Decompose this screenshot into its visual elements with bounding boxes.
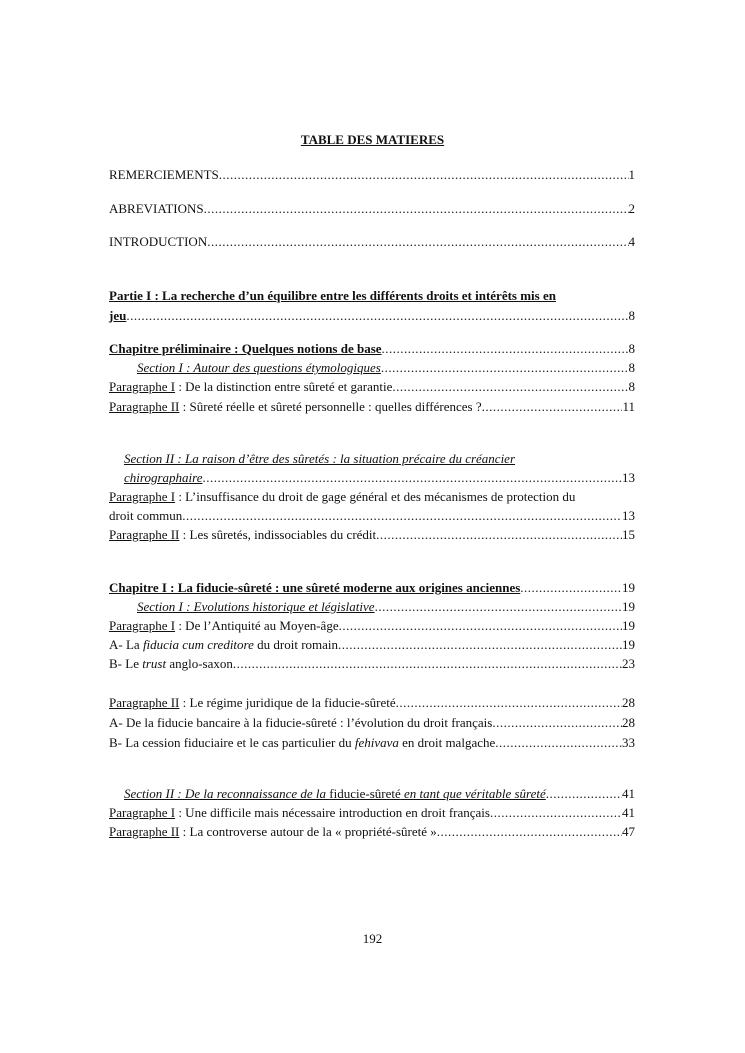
toc-page: 13 [622,508,635,523]
toc-label: anglo-saxon [166,656,233,671]
paragraph-prefix: Paragraphe I [109,805,176,820]
toc-label: ABREVIATIONS [109,201,204,216]
toc-page: 33 [622,735,635,750]
dot-leader [204,200,629,218]
page-title: TABLE DES MATIERES [300,132,445,147]
toc-label: chirographaire [124,470,203,485]
toc-label: Chapitre préliminaire : Quelques notions de base [109,341,382,356]
toc-page: 19 [622,637,635,652]
paragraph-prefix: Paragraphe II [109,527,180,542]
toc-page: 47 [622,824,635,839]
toc-entry-paragraphe[interactable] [109,507,635,525]
toc-label: : Les sûretés, indissociables du crédit [179,527,377,542]
toc-label: B- Le [109,656,143,671]
toc-label: Chapitre I : La fiducie-sûreté : une sûreté moderne aux origines anciennes [109,580,521,595]
toc-page: 19 [622,599,635,614]
dot-leader [546,785,622,803]
dot-leader [482,398,623,416]
toc-entry-paragraphe[interactable] [109,804,635,822]
toc-label-italic: fiducia cum creditore [142,637,254,652]
toc-entry-section[interactable] [137,359,635,377]
toc-label: INTRODUCTION [109,234,208,249]
toc-page: 8 [628,379,635,394]
toc-entry-partie1[interactable] [109,307,635,325]
page-number: 192 [362,931,383,946]
toc-page: 4 [628,234,635,249]
toc-partie1-line1[interactable]: Partie I : La recherche d’un équilibre entre les différents droits et intérêts mis en [109,288,556,303]
toc-entry-paragraphe[interactable] [109,526,635,544]
toc-entry-paragraphe[interactable] [109,378,635,396]
toc-label-italic: en tant que véritable sûreté [400,786,546,801]
paragraph-prefix: Paragraphe II [109,695,180,710]
toc-entry-subitem[interactable] [109,734,635,752]
toc-entry-subitem[interactable] [109,636,635,654]
dot-leader [182,507,622,525]
toc-page: 8 [628,308,635,323]
toc-entry-introduction[interactable] [109,233,635,251]
toc-label: : De l’Antiquité au Moyen-âge [175,618,339,633]
toc-para3-line1[interactable] [109,488,635,506]
dot-leader [202,469,622,487]
toc-page: 11 [622,399,635,414]
dot-leader [381,359,629,377]
toc-entry-paragraphe[interactable] [109,617,635,635]
toc-entry-chapitre-preliminaire[interactable] [109,340,635,358]
toc-label: du droit romain [253,637,339,652]
dot-leader [338,636,622,654]
dot-leader [219,166,629,184]
toc-label: : Sûreté réelle et sûreté personnelle : quelles différences ? [179,399,482,414]
dot-leader [396,694,622,712]
dot-leader [492,714,622,732]
toc-page: 19 [622,618,635,633]
toc-label: A- De la fiducie bancaire à la fiducie-sûreté : l’évolution du droit français [109,715,493,730]
toc-label: : La controverse autour de la « propriété-sûreté » [179,824,437,839]
toc-entry-section[interactable] [137,598,635,616]
toc-page: 28 [622,715,635,730]
dot-leader [207,233,628,251]
toc-page: 15 [622,527,635,542]
toc-label: : Le régime juridique de la fiducie-sûreté [179,695,396,710]
toc-entry-paragraphe[interactable] [109,398,635,416]
toc-page: 8 [628,360,635,375]
toc-page: 28 [622,695,635,710]
toc-page: 19 [622,580,635,595]
toc-label: B- La cession fiduciaire et le cas particulier du [109,735,355,750]
toc-label: : De la distinction entre sûreté et garantie [175,379,393,394]
toc-entry-chapitre1[interactable] [109,579,635,597]
toc-page: 8 [628,341,635,356]
toc-label: REMERCIEMENTS [109,167,219,182]
toc-label-italic: Section II : De la reconnaissance de la [124,786,330,801]
paragraph-prefix: Paragraphe I [109,379,176,394]
dot-leader [495,734,622,752]
toc-entry-subitem[interactable] [109,655,635,673]
toc-label: fiducie-sûreté [329,786,401,801]
dot-leader [376,526,622,544]
toc-label: en droit malgache [398,735,496,750]
paragraph-prefix: Paragraphe II [109,399,180,414]
toc-page: 41 [622,786,635,801]
toc-section2-line1[interactable]: Section II : La raison d’être des sûretés : la situation précaire du créancier [124,451,516,466]
toc-label: Section I : Autour des questions étymologiques [137,360,381,375]
toc-entry-abreviations[interactable] [109,200,635,218]
dot-leader [392,378,628,396]
dot-leader [375,598,622,616]
toc-page: 41 [622,805,635,820]
toc-entry-paragraphe[interactable] [109,694,635,712]
toc-entry-section[interactable] [124,469,635,487]
dot-leader [339,617,622,635]
dot-leader [520,579,622,597]
toc-label: : Une difficile mais nécessaire introduction en droit français [175,805,490,820]
dot-leader [233,655,622,673]
dot-leader [126,307,628,325]
toc-label: Section I : Evolutions historique et législative [137,599,375,614]
dot-leader [490,804,622,822]
paragraph-prefix: Paragraphe I [109,489,176,504]
dot-leader [382,340,629,358]
toc-entry-remerciements[interactable] [109,166,635,184]
toc-entry-section[interactable] [124,785,635,803]
toc-label: A- La [109,637,143,652]
toc-page: 23 [622,656,635,671]
dot-leader [437,823,622,841]
toc-label: droit commun [109,508,183,523]
toc-page: 1 [628,167,635,182]
toc-label-italic: fehivava [354,735,399,750]
toc-page: 13 [622,470,635,485]
paragraph-prefix: Paragraphe II [109,824,180,839]
toc-entry-subitem[interactable] [109,714,635,732]
toc-page: 2 [628,201,635,216]
paragraph-prefix: Paragraphe I [109,618,176,633]
toc-label-italic: trust [142,656,167,671]
toc-label: : L’insuffisance du droit de gage général et des mécanismes de protection du [175,489,576,504]
toc-entry-paragraphe[interactable] [109,823,635,841]
toc-label: jeu [109,308,127,323]
